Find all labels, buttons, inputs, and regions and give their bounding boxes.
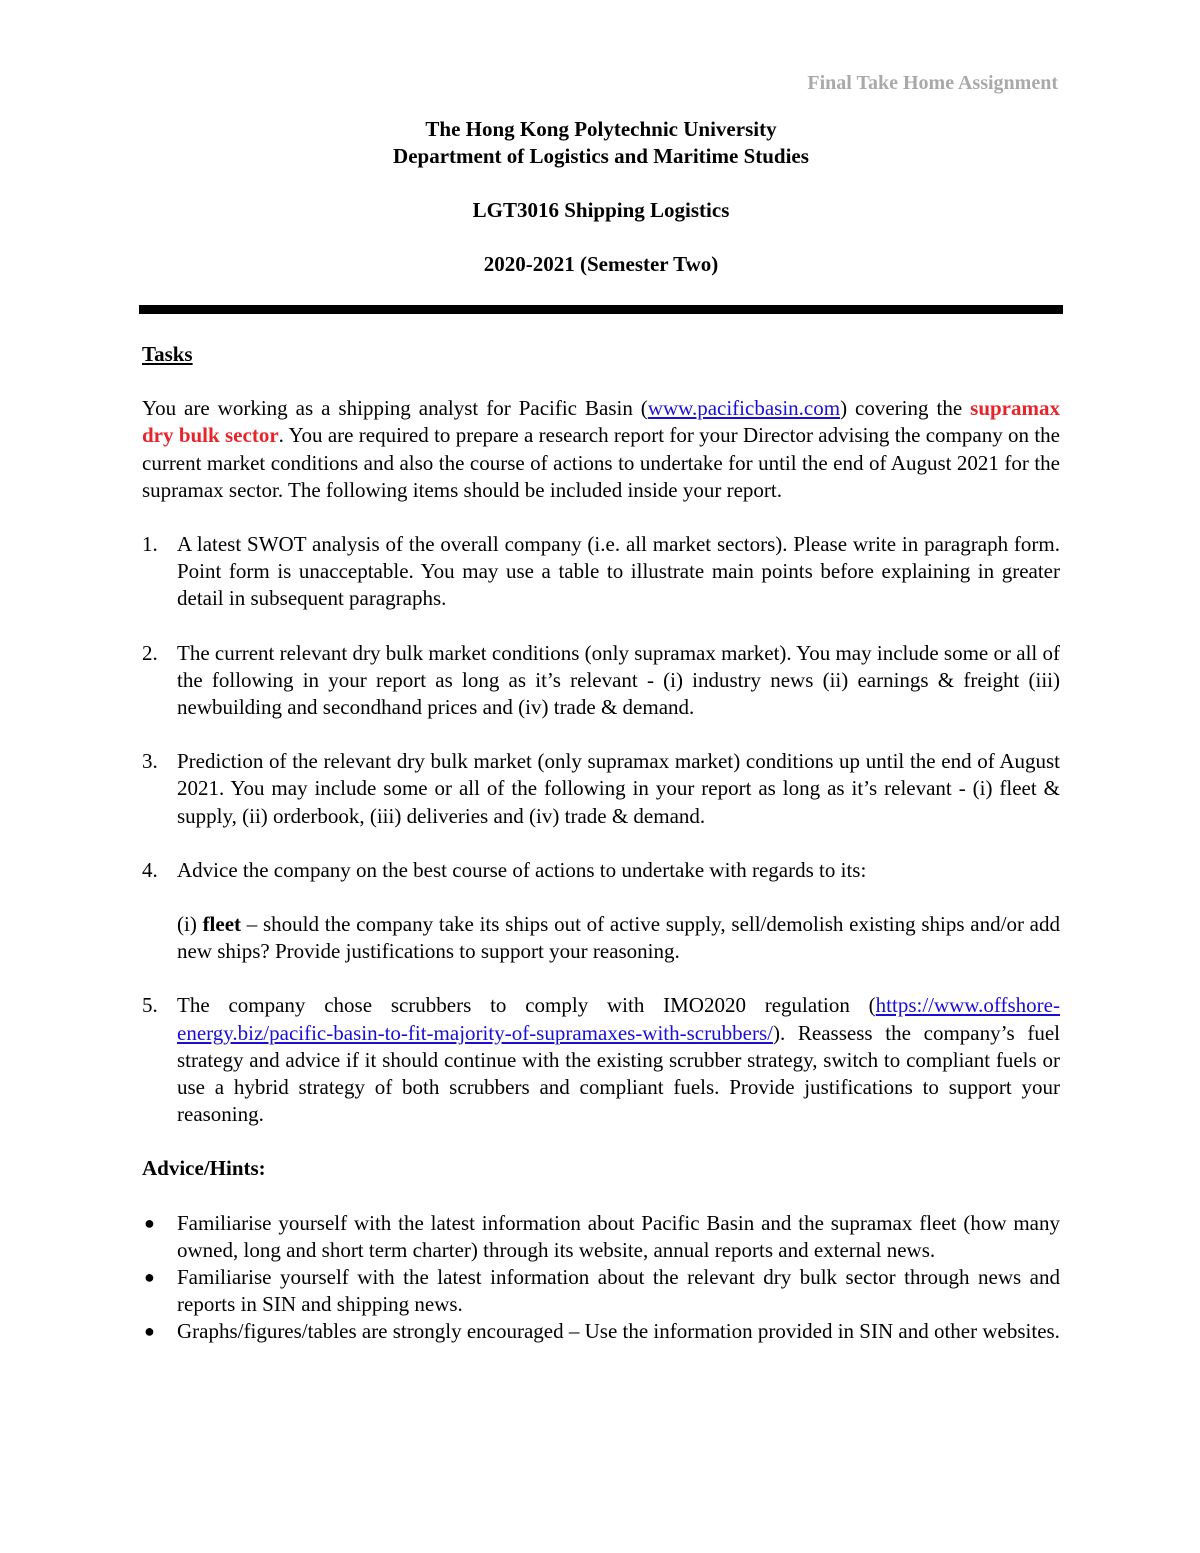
- task-number: 5.: [142, 993, 158, 1018]
- university-title: The Hong Kong Polytechnic University: [425, 117, 777, 141]
- task-subitem-fleet: [177, 911, 1060, 965]
- task-list: [142, 531, 1060, 1128]
- task-item: [142, 992, 1060, 1128]
- department-title: Department of Logistics and Maritime Studies: [393, 144, 809, 168]
- intro-text-2: ) covering the: [840, 396, 971, 421]
- hint-text: Familiarise yourself with the latest information about the relevant dry bulk sector through news and reports in SIN and shipping news.: [177, 1265, 1060, 1317]
- task-text-before: The company chose scrubbers to comply with IMO2020 regulation (: [177, 993, 876, 1018]
- advice-heading: Advice/Hints:: [142, 1156, 266, 1181]
- task-number: 2.: [142, 640, 158, 665]
- tasks-heading: Tasks: [142, 342, 193, 366]
- task-item: [142, 748, 1060, 830]
- hint-item: [142, 1210, 1060, 1264]
- task-text: A latest SWOT analysis of the overall company (i.e. all market sectors). Please write in paragraph form. Point form is unacceptable. You may use a table to illustrate main points before explaining in greater detail in subsequent paragraphs.: [177, 532, 1060, 611]
- task-item: [142, 531, 1060, 613]
- hint-item: [142, 1264, 1060, 1318]
- document-body: [142, 341, 1060, 1346]
- term-title: 2020-2021 (Semester Two): [483, 252, 719, 276]
- offshore-energy-link[interactable]: https://www.offshore-energy.biz/pacific-basin-to-fit-majority-of-supramaxes-with-scrubbers/: [177, 993, 1060, 1045]
- subitem-text: – should the company take its ships out of active supply, sell/demolish existing ships and/or add new ships? Provide justifications to support your reasoning.: [177, 912, 1060, 964]
- intro-text-1: You are working as a shipping analyst for Pacific Basin (: [142, 396, 648, 421]
- header-note: Final Take Home Assignment: [807, 72, 1058, 94]
- hints-list: [142, 1210, 1060, 1346]
- task-text-after: ). Reassess the company’s fuel strategy and advice if it should continue with the existing scrubber strategy, switch to compliant fuels or use a hybrid strategy of both scrubbers and compliant fuels. Provide justifications to support your reasoning.: [177, 1020, 1060, 1127]
- task-item: [142, 857, 1060, 966]
- task-text: The current relevant dry bulk market conditions (only supramax market). You may include some or all of the following in your report as long as it’s relevant - (i) industry news (ii) earnings & freight (iii) newbuilding and secondhand prices and (iv) trade & demand.: [177, 640, 1060, 720]
- task-number: 1.: [142, 532, 158, 557]
- bullet-icon: ●: [144, 1267, 155, 1288]
- task-item: [142, 640, 1060, 722]
- intro-text-3: . You are required to prepare a research report for your Director advising the company on the current market conditions and also the course of actions to undertake for until the end of August 2021 for the supramax sector. The following items should be included inside your report.: [142, 423, 1061, 502]
- task-text: Prediction of the relevant dry bulk market (only supramax market) conditions up until the end of August 2021. You may include some or all of the following in your report as long as it’s relevant - (i) fleet & supply, (ii) orderbook, (iii) deliveries and (iv) trade & demand.: [177, 749, 1060, 828]
- tasks-intro: [142, 395, 1060, 504]
- task-number: 4.: [142, 857, 158, 882]
- pacificbasin-link[interactable]: www.pacificbasin.com: [647, 396, 841, 421]
- task-text: Advice the company on the best course of actions to undertake with regards to its:: [177, 857, 867, 882]
- sector-highlight: supramax dry bulk sector: [142, 396, 1060, 448]
- course-title: LGT3016 Shipping Logistics: [472, 198, 730, 222]
- bullet-icon: ●: [144, 1212, 155, 1233]
- subitem-bold-fleet: fleet: [202, 912, 242, 937]
- subitem-prefix: (i): [177, 912, 203, 937]
- hint-text: Graphs/figures/tables are strongly encouraged – Use the information provided in SIN and other websites.: [177, 1319, 1060, 1344]
- title-divider: [139, 305, 1063, 314]
- bullet-icon: ●: [144, 1321, 155, 1342]
- task-number: 3.: [142, 749, 158, 774]
- hint-item: [142, 1318, 1060, 1345]
- hint-text: Familiarise yourself with the latest information about Pacific Basin and the supramax fleet (how many owned, long and short term charter) through its website, annual reports and external news.: [177, 1210, 1060, 1262]
